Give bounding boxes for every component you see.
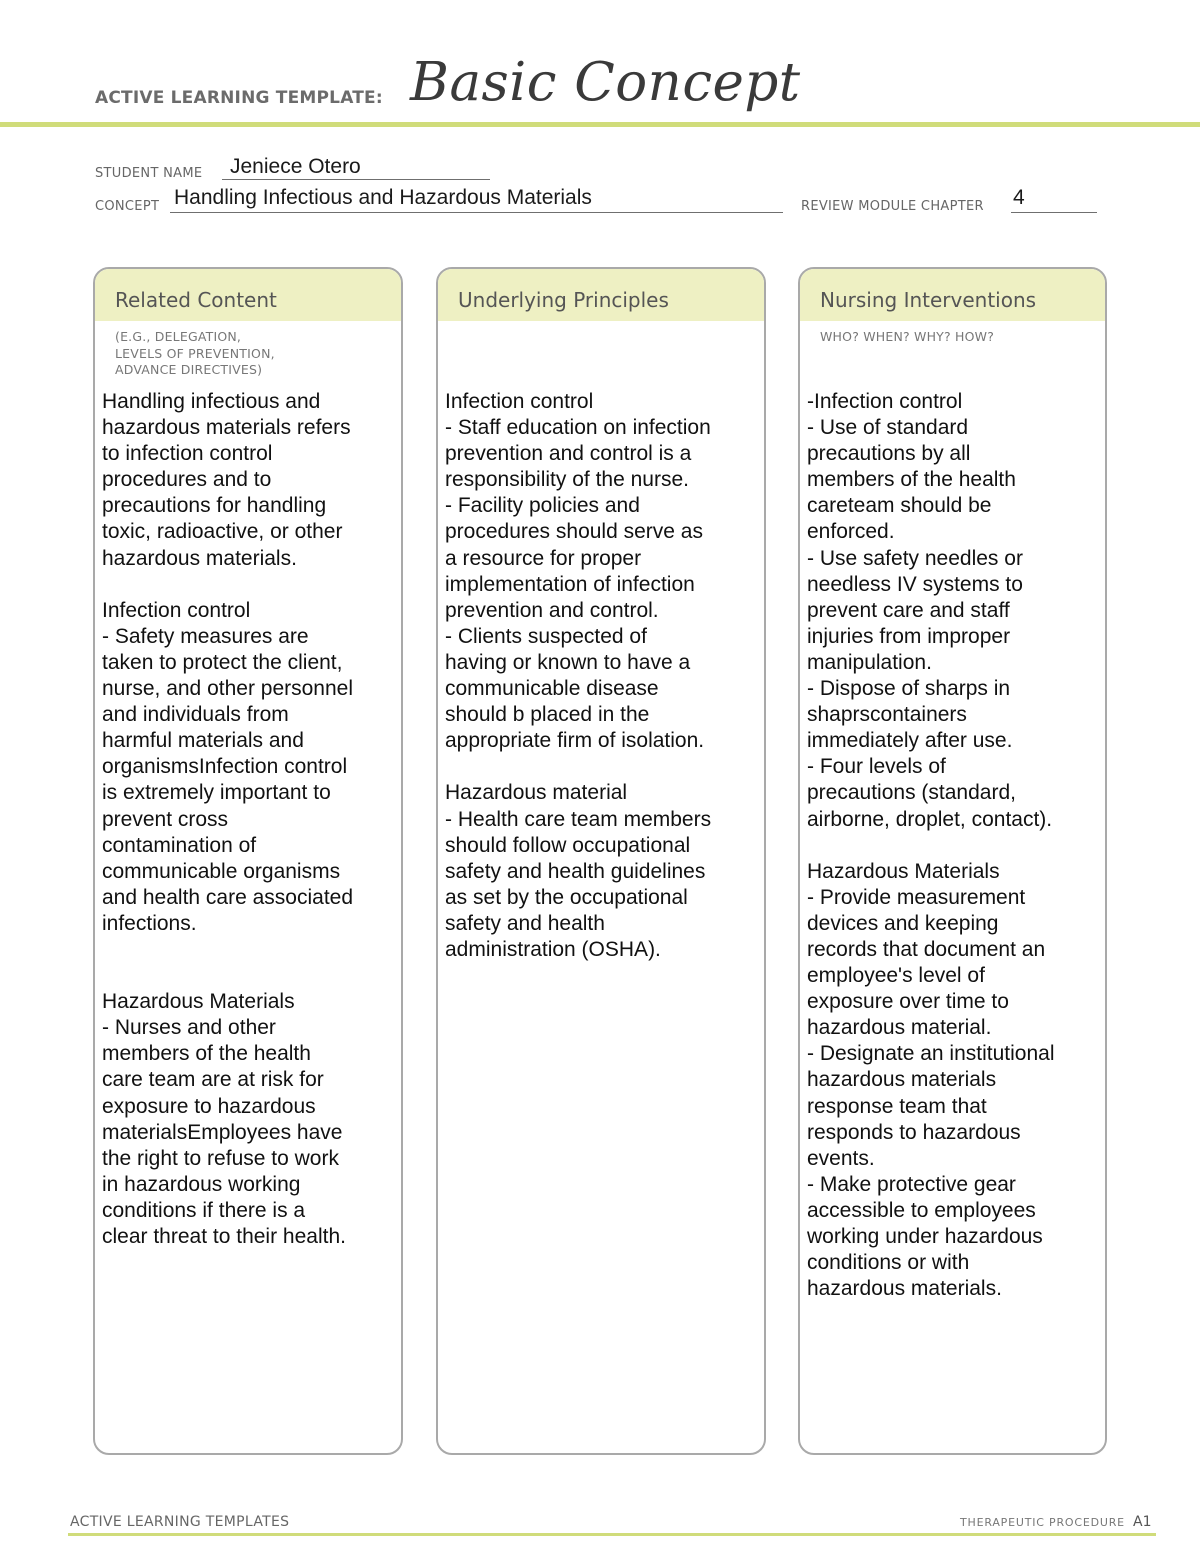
text-line: shaprscontainers — [807, 703, 967, 727]
text-line: should follow occupational — [445, 833, 691, 857]
text-line: nurse, and other personnel — [102, 677, 354, 701]
paragraph — [445, 389, 754, 754]
text-line: - Four levels of — [807, 755, 946, 779]
student-name-field[interactable]: Jeniece Otero — [230, 155, 361, 178]
text-line: is extremely important to — [102, 781, 331, 805]
text-line: safety and health guidelines — [445, 859, 706, 883]
concept-label: CONCEPT — [95, 199, 160, 214]
text-line: - Designate an institutional — [807, 1042, 1055, 1066]
text-line: - Make protective gear — [807, 1172, 1016, 1196]
text-line: hazardous materials refers — [102, 416, 351, 440]
review-module-label: REVIEW MODULE CHAPTER — [801, 199, 984, 214]
related-content-text[interactable] — [102, 389, 391, 1276]
footer-page-code: A1 — [1133, 1514, 1152, 1530]
text-line: hazardous materials. — [102, 546, 297, 570]
text-line: in hazardous working — [102, 1172, 301, 1196]
text-line: a resource for proper — [445, 546, 642, 570]
text-line: communicable organisms — [102, 859, 341, 883]
text-line: materialsEmployees have — [102, 1120, 343, 1144]
text-line: responsibility of the nurse. — [445, 468, 689, 492]
text-line: should b placed in the — [445, 703, 650, 727]
text-line: events. — [807, 1146, 875, 1170]
concept-field[interactable]: Handling Infectious and Hazardous Materials — [174, 186, 592, 209]
text-line: communicable disease — [445, 677, 659, 701]
text-line: hazardous materials. — [807, 1277, 1002, 1301]
text-line: enforced. — [807, 520, 895, 544]
paragraph — [102, 389, 391, 572]
text-line: - Use safety needles or — [807, 546, 1023, 570]
text-line: to infection control — [102, 442, 273, 466]
text-line: as set by the occupational — [445, 885, 688, 909]
footer-divider — [68, 1533, 1156, 1536]
text-line: Hazardous Materials — [102, 990, 295, 1014]
text-line: contamination of — [102, 833, 257, 857]
text-line: appropriate firm of isolation. — [445, 729, 705, 753]
review-module-underline — [1011, 212, 1097, 213]
text-line: organismsInfection control — [102, 755, 348, 779]
text-line: employee's level of — [807, 964, 985, 988]
subtitle-line: WHO? WHEN? WHY? HOW? — [820, 329, 995, 344]
student-name-label: STUDENT NAME — [95, 166, 203, 181]
text-line: harmful materials and — [102, 729, 304, 753]
concept-underline — [170, 212, 783, 213]
text-line: working under hazardous — [807, 1225, 1043, 1248]
text-line: accessible to employees — [807, 1198, 1036, 1222]
text-line: - Facility policies and — [445, 494, 640, 518]
text-line: toxic, radioactive, or other — [102, 520, 343, 544]
text-line: precautions by all — [807, 442, 971, 466]
text-line: precautions (standard, — [807, 781, 1016, 805]
card-subtitle — [820, 329, 994, 346]
text-line: precautions for handling — [102, 494, 327, 518]
text-line: members of the health — [102, 1042, 311, 1066]
text-line: clear threat to their health. — [102, 1225, 346, 1248]
text-line: implementation of infection — [445, 572, 695, 596]
text-line: procedures should serve as — [445, 520, 703, 544]
text-line: prevention and control is a — [445, 442, 692, 466]
text-line: prevention and control. — [445, 598, 659, 622]
text-line: Infection control — [445, 390, 594, 413]
text-line: Hazardous Materials — [807, 859, 1000, 883]
text-line: - Staff education on infection — [445, 416, 711, 440]
subtitle-line: LEVELS OF PREVENTION, — [115, 345, 275, 361]
text-line: administration (OSHA). — [445, 937, 661, 961]
text-line: conditions or with — [807, 1251, 970, 1275]
text-line: the right to refuse to work — [102, 1146, 339, 1170]
paragraph — [807, 389, 1095, 833]
review-module-field[interactable]: 4 — [1013, 186, 1025, 209]
paragraph — [102, 989, 391, 1250]
text-line: -Infection control — [807, 390, 963, 413]
text-line: records that document an — [807, 937, 1046, 961]
card-subtitle — [115, 329, 275, 379]
text-line: and individuals from — [102, 703, 289, 727]
text-line: prevent cross — [102, 807, 229, 831]
card-title: Underlying Principles — [458, 288, 669, 312]
text-line: injuries from improper — [807, 624, 1011, 648]
template-label: ACTIVE LEARNING TEMPLATE: — [95, 88, 383, 108]
underlying-principles-text[interactable] — [445, 389, 754, 989]
text-line: hazardous materials — [807, 1068, 997, 1092]
card-title: Nursing Interventions — [820, 288, 1037, 312]
text-line: exposure over time to — [807, 990, 1009, 1014]
related-content-card — [93, 267, 403, 1455]
text-line: Infection control — [102, 598, 251, 622]
text-line: - Clients suspected of — [445, 624, 647, 648]
text-line: safety and health — [445, 911, 605, 935]
nursing-interventions-text[interactable] — [807, 389, 1095, 1328]
text-line: conditions if there is a — [102, 1198, 306, 1222]
text-line: needless IV systems to — [807, 572, 1023, 596]
text-line: care team are at risk for — [102, 1068, 324, 1092]
text-line: airborne, droplet, contact). — [807, 807, 1053, 831]
text-line: Hazardous material — [445, 781, 628, 805]
text-line: - Provide measurement — [807, 885, 1026, 909]
underlying-principles-card — [436, 267, 766, 1455]
text-line: members of the health — [807, 468, 1016, 492]
paragraph — [102, 598, 391, 937]
text-line: careteam should be — [807, 494, 992, 518]
text-line: immediately after use. — [807, 729, 1013, 753]
text-line: - Dispose of sharps in — [807, 677, 1011, 701]
text-line: devices and keeping — [807, 911, 999, 935]
text-line: exposure to hazardous — [102, 1094, 316, 1118]
student-name-underline — [222, 179, 490, 180]
text-line: - Use of standard — [807, 416, 969, 440]
text-line: procedures and to — [102, 468, 272, 492]
footer-template-label: ACTIVE LEARNING TEMPLATES — [70, 1514, 290, 1530]
text-line: taken to protect the client, — [102, 650, 343, 674]
text-line: responds to hazardous — [807, 1120, 1021, 1144]
subtitle-line: (E.G., DELEGATION, — [115, 329, 242, 344]
text-line: infections. — [102, 911, 197, 935]
text-line: - Nurses and other — [102, 1016, 276, 1040]
text-line: and health care associated — [102, 885, 354, 909]
subtitle-line: ADVANCE DIRECTIVES) — [115, 362, 263, 377]
text-line: - Safety measures are — [102, 624, 309, 648]
text-line: hazardous material. — [807, 1016, 992, 1040]
paragraph — [807, 859, 1095, 1303]
text-line: manipulation. — [807, 650, 932, 674]
text-line: response team that — [807, 1094, 987, 1118]
card-title: Related Content — [115, 288, 277, 312]
header-divider — [0, 122, 1200, 127]
text-line: prevent care and staff — [807, 598, 1010, 622]
page-title: Basic Concept — [410, 52, 801, 113]
text-line: - Health care team members — [445, 807, 712, 831]
paragraph — [445, 780, 754, 963]
text-line: having or known to have a — [445, 650, 691, 674]
footer-procedure-label: THERAPEUTIC PROCEDURE — [960, 1516, 1125, 1529]
nursing-interventions-card — [798, 267, 1107, 1455]
text-line: Handling infectious and — [102, 390, 321, 413]
